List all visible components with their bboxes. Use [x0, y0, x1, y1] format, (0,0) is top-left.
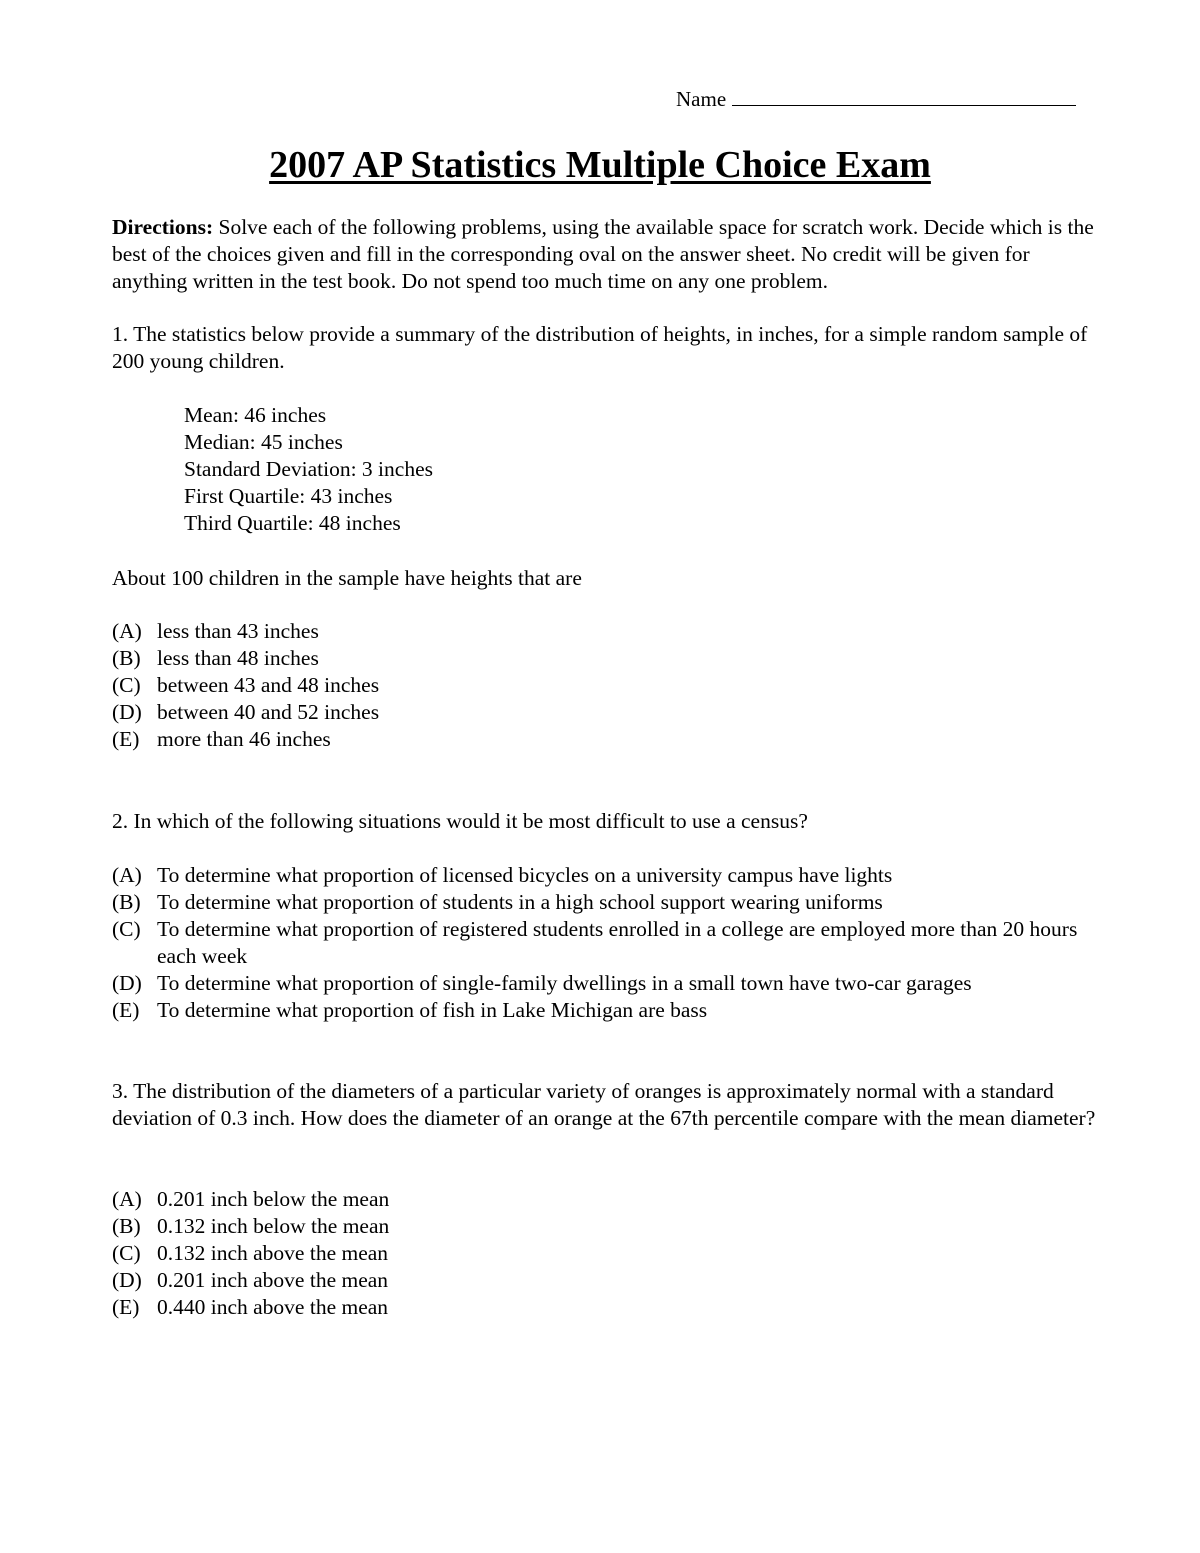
- question-3-stem: 3. The distribution of the diameters of a particular variety of oranges is approximately normal with a standard deviation of 0.3 inch. How does the diameter of an orange at the 67th percentile compare with the mean diameter?: [112, 1079, 1096, 1130]
- option-text: 0.201 inch above the mean: [157, 1268, 389, 1292]
- question-1-options: [112, 618, 1097, 753]
- option: [112, 916, 1097, 970]
- option-letter: (B): [112, 1214, 141, 1238]
- option-letter: (E): [112, 727, 140, 751]
- option-text: To determine what proportion of registered students enrolled in a college are employed more than 20 hours each week: [157, 917, 1078, 968]
- question-1-stats: [184, 402, 433, 537]
- option-text: less than 43 inches: [157, 619, 319, 643]
- option-letter: (A): [112, 619, 142, 643]
- option-text: less than 48 inches: [157, 646, 319, 670]
- directions: [112, 214, 1097, 294]
- option-letter: (A): [112, 1187, 142, 1211]
- question-3-options: [112, 1186, 1097, 1321]
- option: [112, 862, 1097, 889]
- option-letter: (D): [112, 700, 142, 724]
- stat-line: Median: 45 inches: [184, 430, 343, 455]
- option-letter: (E): [112, 998, 140, 1022]
- option-letter: (C): [112, 673, 141, 697]
- option: [112, 1186, 1097, 1213]
- option-text: 0.201 inch below the mean: [157, 1187, 390, 1211]
- option: [112, 1240, 1097, 1267]
- option-letter: (C): [112, 917, 141, 941]
- option-letter: (A): [112, 863, 142, 887]
- option-text: To determine what proportion of single-family dwellings in a small town have two-car garages: [157, 971, 972, 995]
- option: [112, 726, 1097, 753]
- option: [112, 1294, 1097, 1321]
- stat-line: Third Quartile: 48 inches: [184, 511, 401, 536]
- directions-text: Solve each of the following problems, using the available space for scratch work. Decide which is the best of the choices given and fill in the corresponding oval on the answer sheet. No credit will be given for anything written in the test book. Do not spend too much time on any one problem.: [112, 215, 1094, 293]
- option-letter: (B): [112, 646, 141, 670]
- option: [112, 618, 1097, 645]
- question-2-stem: 2. In which of the following situations would it be most difficult to use a census?: [112, 809, 808, 833]
- option-text: more than 46 inches: [157, 727, 331, 751]
- page-title: 2007 AP Statistics Multiple Choice Exam: [269, 144, 931, 186]
- question-1-stem: 1. The statistics below provide a summary of the distribution of heights, in inches, for a simple random sample of 200 young children.: [112, 322, 1088, 373]
- option-text: To determine what proportion of students in a high school support wearing uniforms: [157, 890, 883, 914]
- stat-line: Mean: 46 inches: [184, 403, 327, 427]
- option-text: 0.132 inch below the mean: [157, 1214, 390, 1238]
- option-letter: (C): [112, 1241, 141, 1265]
- option-letter: (E): [112, 1295, 140, 1319]
- question-1-prompt: About 100 children in the sample have heights that are: [112, 566, 582, 590]
- name-label: Name: [676, 87, 727, 111]
- option-letter: (D): [112, 971, 142, 995]
- stat-line: First Quartile: 43 inches: [184, 484, 393, 509]
- option-text: between 43 and 48 inches: [157, 673, 380, 697]
- name-field: [676, 86, 1076, 112]
- directions-label: Directions:: [112, 215, 214, 239]
- option: [112, 1213, 1097, 1240]
- option-text: 0.132 inch above the mean: [157, 1241, 389, 1265]
- option-letter: (B): [112, 890, 141, 914]
- option-text: To determine what proportion of fish in Lake Michigan are bass: [157, 998, 708, 1022]
- option-letter: (D): [112, 1268, 142, 1292]
- option-text: between 40 and 52 inches: [157, 700, 380, 724]
- option: [112, 997, 1097, 1024]
- option: [112, 645, 1097, 672]
- option-text: 0.440 inch above the mean: [157, 1295, 389, 1319]
- question-2-options: [112, 862, 1097, 1024]
- option-text: To determine what proportion of licensed bicycles on a university campus have lights: [157, 863, 893, 887]
- stat-line: Standard Deviation: 3 inches: [184, 457, 433, 482]
- option: [112, 672, 1097, 699]
- name-blank-line: [732, 87, 1076, 106]
- option: [112, 970, 1097, 997]
- option: [112, 699, 1097, 726]
- option: [112, 1267, 1097, 1294]
- option: [112, 889, 1097, 916]
